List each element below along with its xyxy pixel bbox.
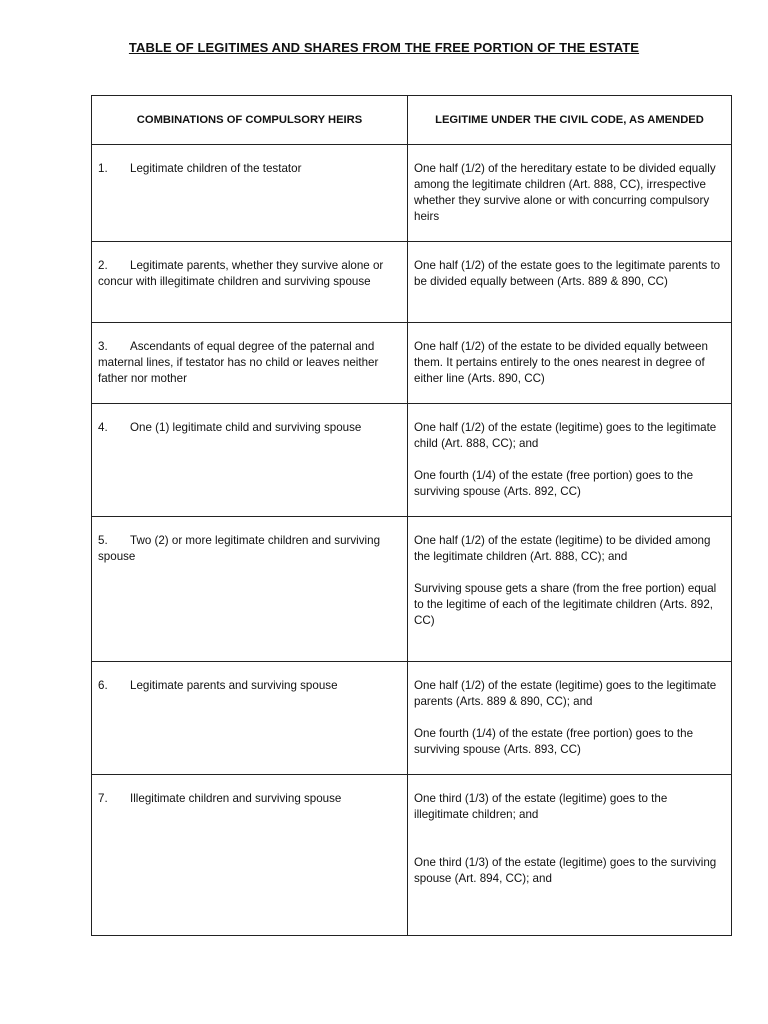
heirs-cell <box>92 662 408 775</box>
table-row <box>92 323 732 404</box>
legitimes-table <box>91 95 732 936</box>
heirs-cell <box>92 242 408 323</box>
row-number: 1. <box>98 162 108 175</box>
table-row <box>92 242 732 323</box>
heirs-text: Two (2) or more legitimate children and surviving spouse <box>98 534 381 563</box>
legitime-text: One fourth (1/4) of the estate (free portion) goes to the surviving spouse (Arts. 893, CC) <box>414 727 694 756</box>
legitime-cell <box>408 404 732 517</box>
legitime-cell <box>408 242 732 323</box>
legitime-cell <box>408 145 732 242</box>
heirs-text: Ascendants of equal degree of the paternal and maternal lines, if testator has no child or leaves neither father nor mother <box>98 340 379 385</box>
legitime-cell <box>408 517 732 662</box>
heirs-text: Legitimate parents and surviving spouse <box>130 679 338 692</box>
legitime-cell <box>408 323 732 404</box>
heirs-text: One (1) legitimate child and surviving spouse <box>130 421 362 434</box>
row-number: 4. <box>98 421 108 434</box>
row-number: 5. <box>98 534 108 547</box>
legitime-text: One third (1/3) of the estate (legitime) goes to the surviving spouse (Art. 894, CC); and <box>414 856 717 885</box>
heirs-text: Illegitimate children and surviving spouse <box>130 792 342 805</box>
row-number: 2. <box>98 259 108 272</box>
legitime-text: One half (1/2) of the estate (legitime) goes to the legitimate parents (Arts. 889 & 890, CC); and <box>414 679 717 708</box>
row-number: 3. <box>98 340 108 353</box>
table-row <box>92 662 732 775</box>
table-row <box>92 404 732 517</box>
legitime-text: One half (1/2) of the estate (legitime) goes to the legitimate child (Art. 888, CC); and <box>414 421 717 450</box>
heirs-text: Legitimate parents, whether they survive alone or concur with illegitimate children and surviving spouse <box>98 259 384 288</box>
table-header-row <box>92 96 732 145</box>
heirs-cell <box>92 404 408 517</box>
legitime-cell <box>408 775 732 936</box>
row-number: 6. <box>98 679 108 692</box>
legitime-text: One half (1/2) of the estate to be divided equally between them. It pertains entirely to the ones nearest in degree of either line (Arts. 890, CC) <box>414 340 708 385</box>
heirs-cell <box>92 517 408 662</box>
legitime-text: One half (1/2) of the hereditary estate to be divided equally among the legitimate children (Art. 888, CC), irrespective whether they survive alone or with concurring compulsory heirs <box>414 162 716 223</box>
legitime-text: One third (1/3) of the estate (legitime) goes to the illegitimate children; and <box>414 792 668 821</box>
legitime-text: Surviving spouse gets a share (from the free portion) equal to the legitime of each of the legitimate children (Arts. 892, CC) <box>414 582 717 627</box>
table-row <box>92 775 732 936</box>
legitime-text: One half (1/2) of the estate goes to the legitimate parents to be divided equally between (Arts. 889 & 890, CC) <box>414 259 721 288</box>
heirs-cell <box>92 775 408 936</box>
legitime-text: One half (1/2) of the estate (legitime) to be divided among the legitimate children (Art. 888, CC); and <box>414 534 711 563</box>
table-row <box>92 145 732 242</box>
page-title: TABLE OF LEGITIMES AND SHARES FROM THE FREE PORTION OF THE ESTATE <box>128 40 640 55</box>
table-row <box>92 517 732 662</box>
heirs-text: Legitimate children of the testator <box>130 162 302 175</box>
heirs-cell <box>92 145 408 242</box>
column-header-legitime: LEGITIME UNDER THE CIVIL CODE, AS AMENDED <box>408 96 732 145</box>
heirs-cell <box>92 323 408 404</box>
column-header-heirs: COMBINATIONS OF COMPULSORY HEIRS <box>92 96 408 145</box>
row-number: 7. <box>98 792 108 805</box>
legitime-text: One fourth (1/4) of the estate (free portion) goes to the surviving spouse (Arts. 892, CC) <box>414 469 694 498</box>
legitime-cell <box>408 662 732 775</box>
